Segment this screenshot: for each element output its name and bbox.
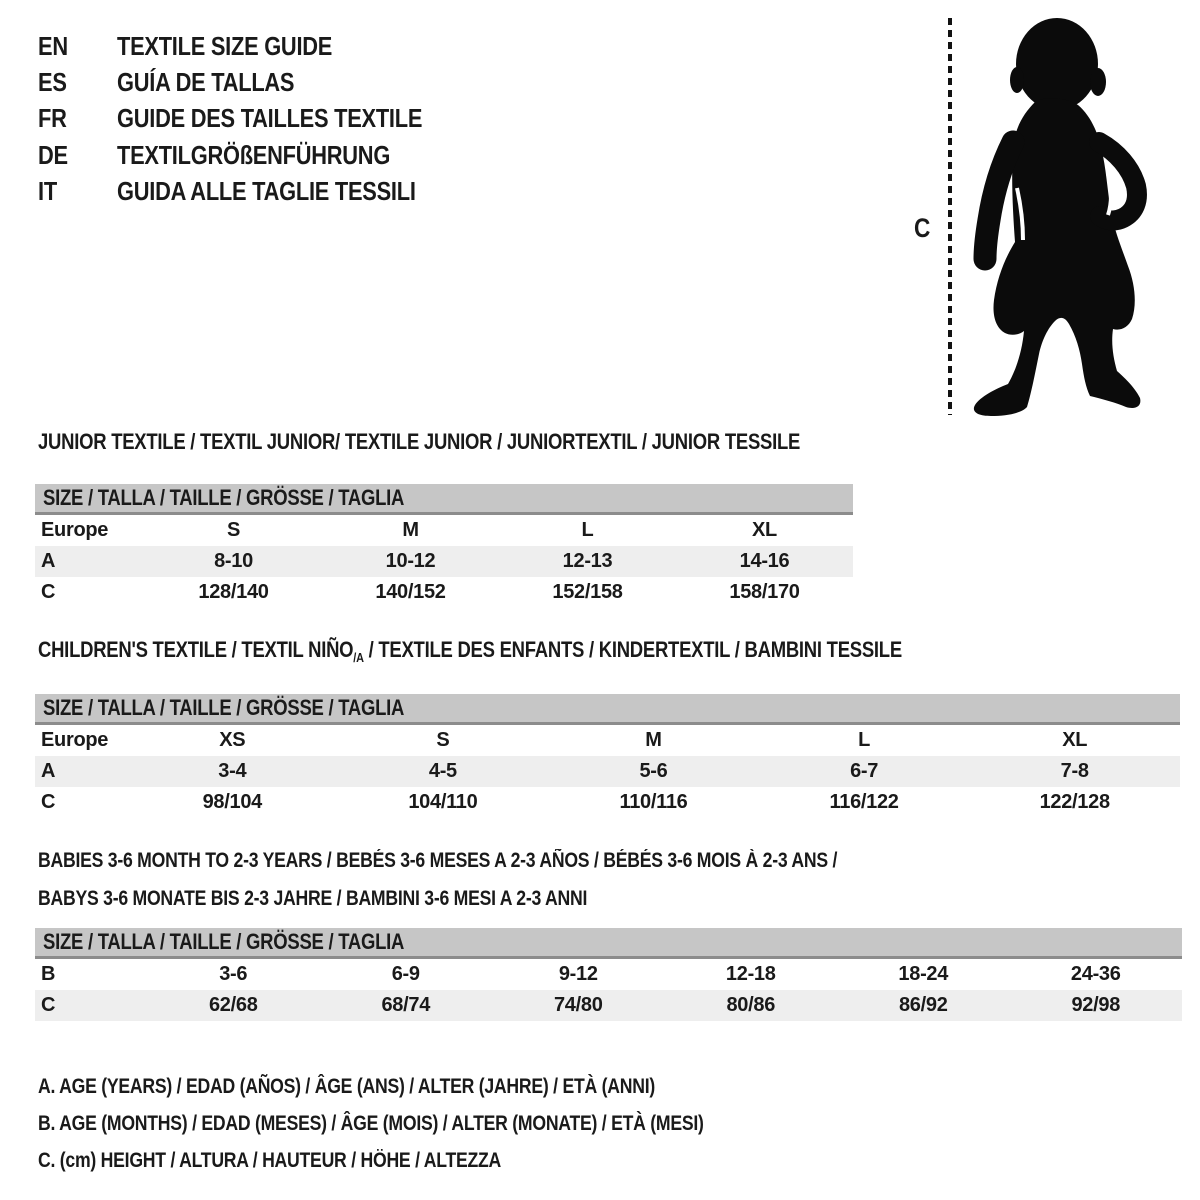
value-cell: 122/128 bbox=[1039, 791, 1110, 813]
size-table-header: SIZE / TALLA / TAILLE / GRÖSSE / TAGLIA bbox=[35, 694, 1180, 725]
height-measure-label: C bbox=[914, 213, 931, 243]
junior-table bbox=[35, 515, 853, 608]
value-cell: 9-12 bbox=[558, 963, 598, 985]
value-cell: 62/68 bbox=[147, 990, 320, 1021]
value-cell: 4-5 bbox=[338, 756, 549, 787]
guide-title-fr: GUIDE DES TAILLES TEXTILE bbox=[117, 103, 423, 134]
value-cell: 86/92 bbox=[837, 990, 1010, 1021]
table-row bbox=[35, 756, 1180, 787]
guide-title-en: TEXTILE SIZE GUIDE bbox=[117, 30, 333, 61]
value-cell: 3-4 bbox=[127, 756, 338, 787]
value-cell: 3-6 bbox=[219, 963, 248, 985]
language-row-de bbox=[38, 137, 480, 173]
language-code: ES bbox=[38, 67, 67, 98]
value-cell: XS bbox=[219, 729, 246, 751]
row-label-cell: Europe bbox=[41, 519, 109, 541]
value-cell: 12-18 bbox=[725, 963, 776, 985]
value-cell: 98/104 bbox=[202, 791, 262, 813]
value-cell: 14-16 bbox=[676, 546, 853, 577]
value-cell: 92/98 bbox=[1010, 990, 1183, 1021]
value-cell: 6-7 bbox=[759, 756, 970, 787]
legend-line-a: A. AGE (YEARS) / EDAD (AÑOS) / ÂGE (ANS) / ALTER (JAHRE) / ETÀ (ANNI) bbox=[38, 1075, 656, 1098]
value-cell: 116/122 bbox=[829, 791, 899, 813]
children-title-subscript: /A bbox=[353, 650, 364, 665]
junior-section-title: JUNIOR TEXTILE / TEXTIL JUNIOR/ TEXTILE JUNIOR / JUNIORTEXTIL / JUNIOR TESSILE bbox=[38, 429, 801, 454]
row-label-cell: Europe bbox=[41, 729, 109, 751]
value-cell: 158/170 bbox=[729, 581, 800, 603]
guide-title-es: GUÍA DE TALLAS bbox=[117, 67, 295, 98]
value-cell: 68/74 bbox=[320, 990, 493, 1021]
value-cell: L bbox=[581, 519, 594, 541]
row-label-cell: C bbox=[41, 581, 56, 603]
babies-title-line1: BABIES 3-6 MONTH TO 2-3 YEARS / BEBÉS 3-6 MESES A 2-3 AÑOS / BÉBÉS 3-6 MOIS À 2-3 ANS / bbox=[38, 849, 838, 872]
baby-silhouette-image bbox=[965, 16, 1153, 420]
value-cell: 5-6 bbox=[548, 756, 759, 787]
value-cell: M bbox=[402, 519, 419, 541]
babies-table bbox=[35, 959, 1182, 1021]
children-title-suffix: / TEXTILE DES ENFANTS / KINDERTEXTIL / BAMBINI TESSILE bbox=[363, 637, 902, 662]
children-title-prefix: CHILDREN'S TEXTILE / TEXTIL NIÑO bbox=[38, 637, 354, 662]
size-table-header: SIZE / TALLA / TAILLE / GRÖSSE / TAGLIA bbox=[35, 928, 1182, 959]
legend-line-b: B. AGE (MONTHS) / EDAD (MESES) / ÂGE (MOIS) / ALTER (MONATE) / ETÀ (MESI) bbox=[38, 1112, 704, 1135]
table-row bbox=[35, 577, 853, 608]
babies-size-table bbox=[35, 928, 1182, 1021]
size-table-header: SIZE / TALLA / TAILLE / GRÖSSE / TAGLIA bbox=[35, 484, 853, 515]
value-cell: 12-13 bbox=[499, 546, 676, 577]
value-cell: 128/140 bbox=[198, 581, 269, 603]
value-cell: 152/158 bbox=[552, 581, 623, 603]
language-code: IT bbox=[38, 176, 57, 207]
value-cell: S bbox=[226, 519, 241, 541]
table-row bbox=[35, 787, 1180, 818]
junior-size-table bbox=[35, 484, 853, 608]
language-row-en bbox=[38, 28, 480, 64]
legend-line-c: C. (cm) HEIGHT / ALTURA / HAUTEUR / HÖHE / ALTEZZA bbox=[38, 1149, 502, 1172]
value-cell: S bbox=[436, 729, 450, 751]
value-cell: 74/80 bbox=[492, 990, 665, 1021]
value-cell: 80/86 bbox=[665, 990, 838, 1021]
language-title-list bbox=[38, 28, 480, 210]
language-row-fr bbox=[38, 101, 480, 137]
row-label-cell: B bbox=[41, 963, 56, 985]
table-row bbox=[35, 959, 1182, 990]
legend bbox=[38, 1068, 830, 1179]
children-size-table bbox=[35, 694, 1180, 818]
value-cell: 24-36 bbox=[1070, 963, 1121, 985]
value-cell: 140/152 bbox=[375, 581, 446, 603]
row-label-cell: A bbox=[35, 756, 127, 787]
guide-title-de: TEXTILGRÖßENFÜHRUNG bbox=[117, 139, 391, 170]
value-cell: 10-12 bbox=[322, 546, 499, 577]
value-cell: 6-9 bbox=[391, 963, 420, 985]
language-code: FR bbox=[38, 103, 67, 134]
value-cell: L bbox=[858, 729, 871, 751]
value-cell: 110/116 bbox=[619, 791, 688, 813]
language-row-es bbox=[38, 64, 480, 100]
language-row-it bbox=[38, 174, 480, 210]
table-row bbox=[35, 515, 853, 546]
height-dotted-line bbox=[948, 18, 952, 415]
row-label-cell: A bbox=[35, 546, 145, 577]
value-cell: M bbox=[645, 729, 662, 751]
value-cell: 7-8 bbox=[969, 756, 1180, 787]
value-cell: 104/110 bbox=[408, 791, 478, 813]
value-cell: XL bbox=[752, 519, 777, 541]
row-label-cell: C bbox=[41, 791, 56, 813]
babies-section-title bbox=[38, 842, 989, 918]
table-row bbox=[35, 725, 1180, 756]
table-row bbox=[35, 546, 853, 577]
row-label-cell: C bbox=[35, 990, 147, 1021]
language-code: DE bbox=[38, 139, 68, 170]
children-section-title bbox=[38, 636, 1066, 672]
table-row bbox=[35, 990, 1182, 1021]
value-cell: 18-24 bbox=[898, 963, 949, 985]
language-code: EN bbox=[38, 30, 68, 61]
guide-title-it: GUIDA ALLE TAGLIE TESSILI bbox=[117, 176, 416, 207]
value-cell: 8-10 bbox=[145, 546, 322, 577]
value-cell: XL bbox=[1062, 729, 1088, 751]
children-table bbox=[35, 725, 1180, 818]
babies-title-line2: BABYS 3-6 MONATE BIS 2-3 JAHRE / BAMBINI 3-6 MESI A 2-3 ANNI bbox=[38, 887, 588, 910]
